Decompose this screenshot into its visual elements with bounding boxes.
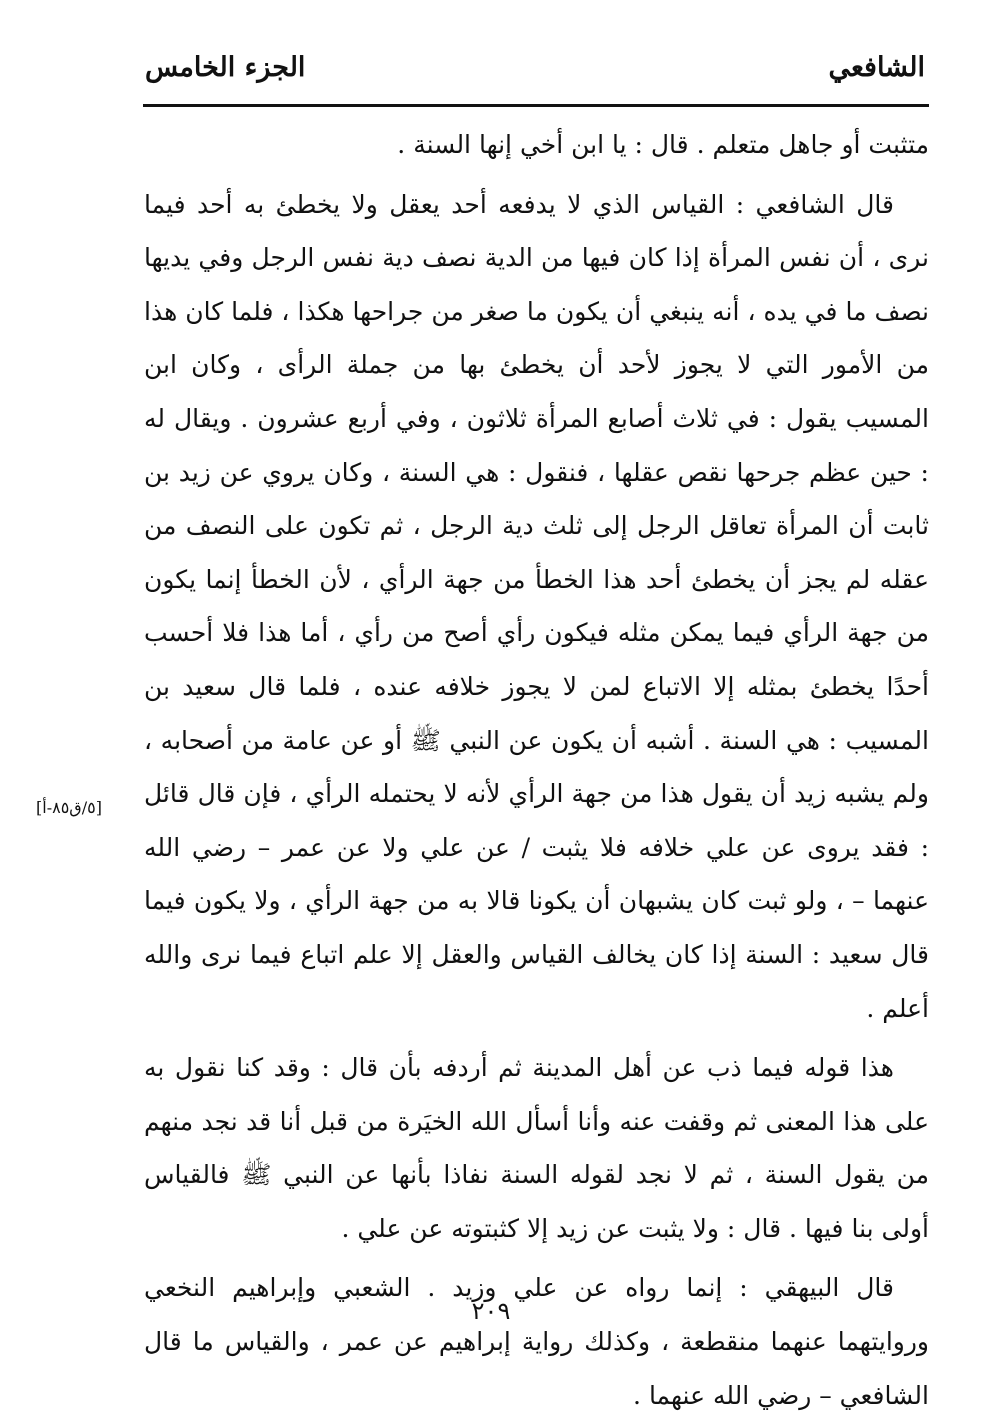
paragraph-continuation: متثبت أو جاهل متعلم . قال : يا ابن أخي إنها السنة .	[397, 130, 929, 159]
paragraph-ahl-madina: هذا قوله فيما ذب عن أهل المدينة ثم أردفه بأن قال : وقد كنا نقول به على هذا المعنى ثم وقفت عنه وأنا أسأل الله الخيَرة من قبل أنا قد نجد منهم من يقول السنة ، ثم لا نجد لقوله السنة نفاذا بأنها عن النبي ﷺ فالقياس أولى بنا فيها . قال : ولا يثبت عن زيد إلا كثبتوته عن علي .	[144, 1053, 929, 1243]
volume-label: الجزء الخامس	[145, 52, 306, 83]
main-text	[144, 118, 929, 1422]
running-header	[145, 52, 925, 92]
page-number: ٢٠٩	[471, 1297, 511, 1325]
manuscript-folio-reference: [٥/ق٨٥-أ]	[36, 798, 102, 817]
paragraph-bayhaqi: قال البيهقي : إنما رواه عن علي وزيد . الشعبي وإبراهيم النخعي وروايتهما عنهما منقطعة ، وكذلك رواية إبراهيم عن عمر ، والقياس ما قال الشافعي – رضي الله عنهما .	[144, 1273, 929, 1410]
paragraph-shafii-qiyas: قال الشافعي : القياس الذي لا يدفعه أحد يعقل ولا يخطئ به أحد فيما نرى ، أن نفس المرأة إذا كان فيها من الدية نصف دية نفس الرجل وفي يديها نصف ما في يده ، أنه ينبغي أن يكون ما صغر من جراحها هكذا ، فلما كان هذا من الأمور التي لا يجوز لأحد أن يخطئ بها من جملة الرأى ، وكان ابن المسيب يقول : في ثلاث أصابع المرأة ثلاثون ، وفي أربع عشرون . ويقال له : حين عظم جرحها نقص عقلها ، فنقول : هي السنة ، وكان يروي عن زيد بن ثابت أن المرأة تعاقل الرجل إلى ثلث دية الرجل ، ثم تكون على النصف من عقله لم يجز أن يخطئ أحد هذا الخطأ من جهة الرأي ، لأن الخطأ إنما يكون من جهة الرأي فيما يمكن مثله فيكون رأي أصح من رأي ، أما هذا فلا أحسب أحدًا يخطئ بمثله إلا الاتباع لمن لا يجوز خلافه عنده ، فلما قال سعيد بن المسيب : هي السنة . أشبه أن يكون عن النبي ﷺ أو عن عامة من أصحابه ، ولم يشبه زيد أن يقول هذا من جهة الرأي لأنه لا يحتمله الرأي ، فإن قال قائل : فقد يروى عن علي خلافه فلا يثبت / عن علي ولا عن عمر – رضي الله عنهما – ، ولو ثبت كان يشبهان أن يكونا قالا به من جهة الرأي ، ولا يكون فيما قال سعيد : السنة إذا كان يخالف القياس والعقل إلا علم اتباع فيما نرى والله أعلم .	[144, 189, 929, 1023]
header-divider	[143, 104, 929, 107]
book-title: الشافعي	[828, 52, 925, 83]
